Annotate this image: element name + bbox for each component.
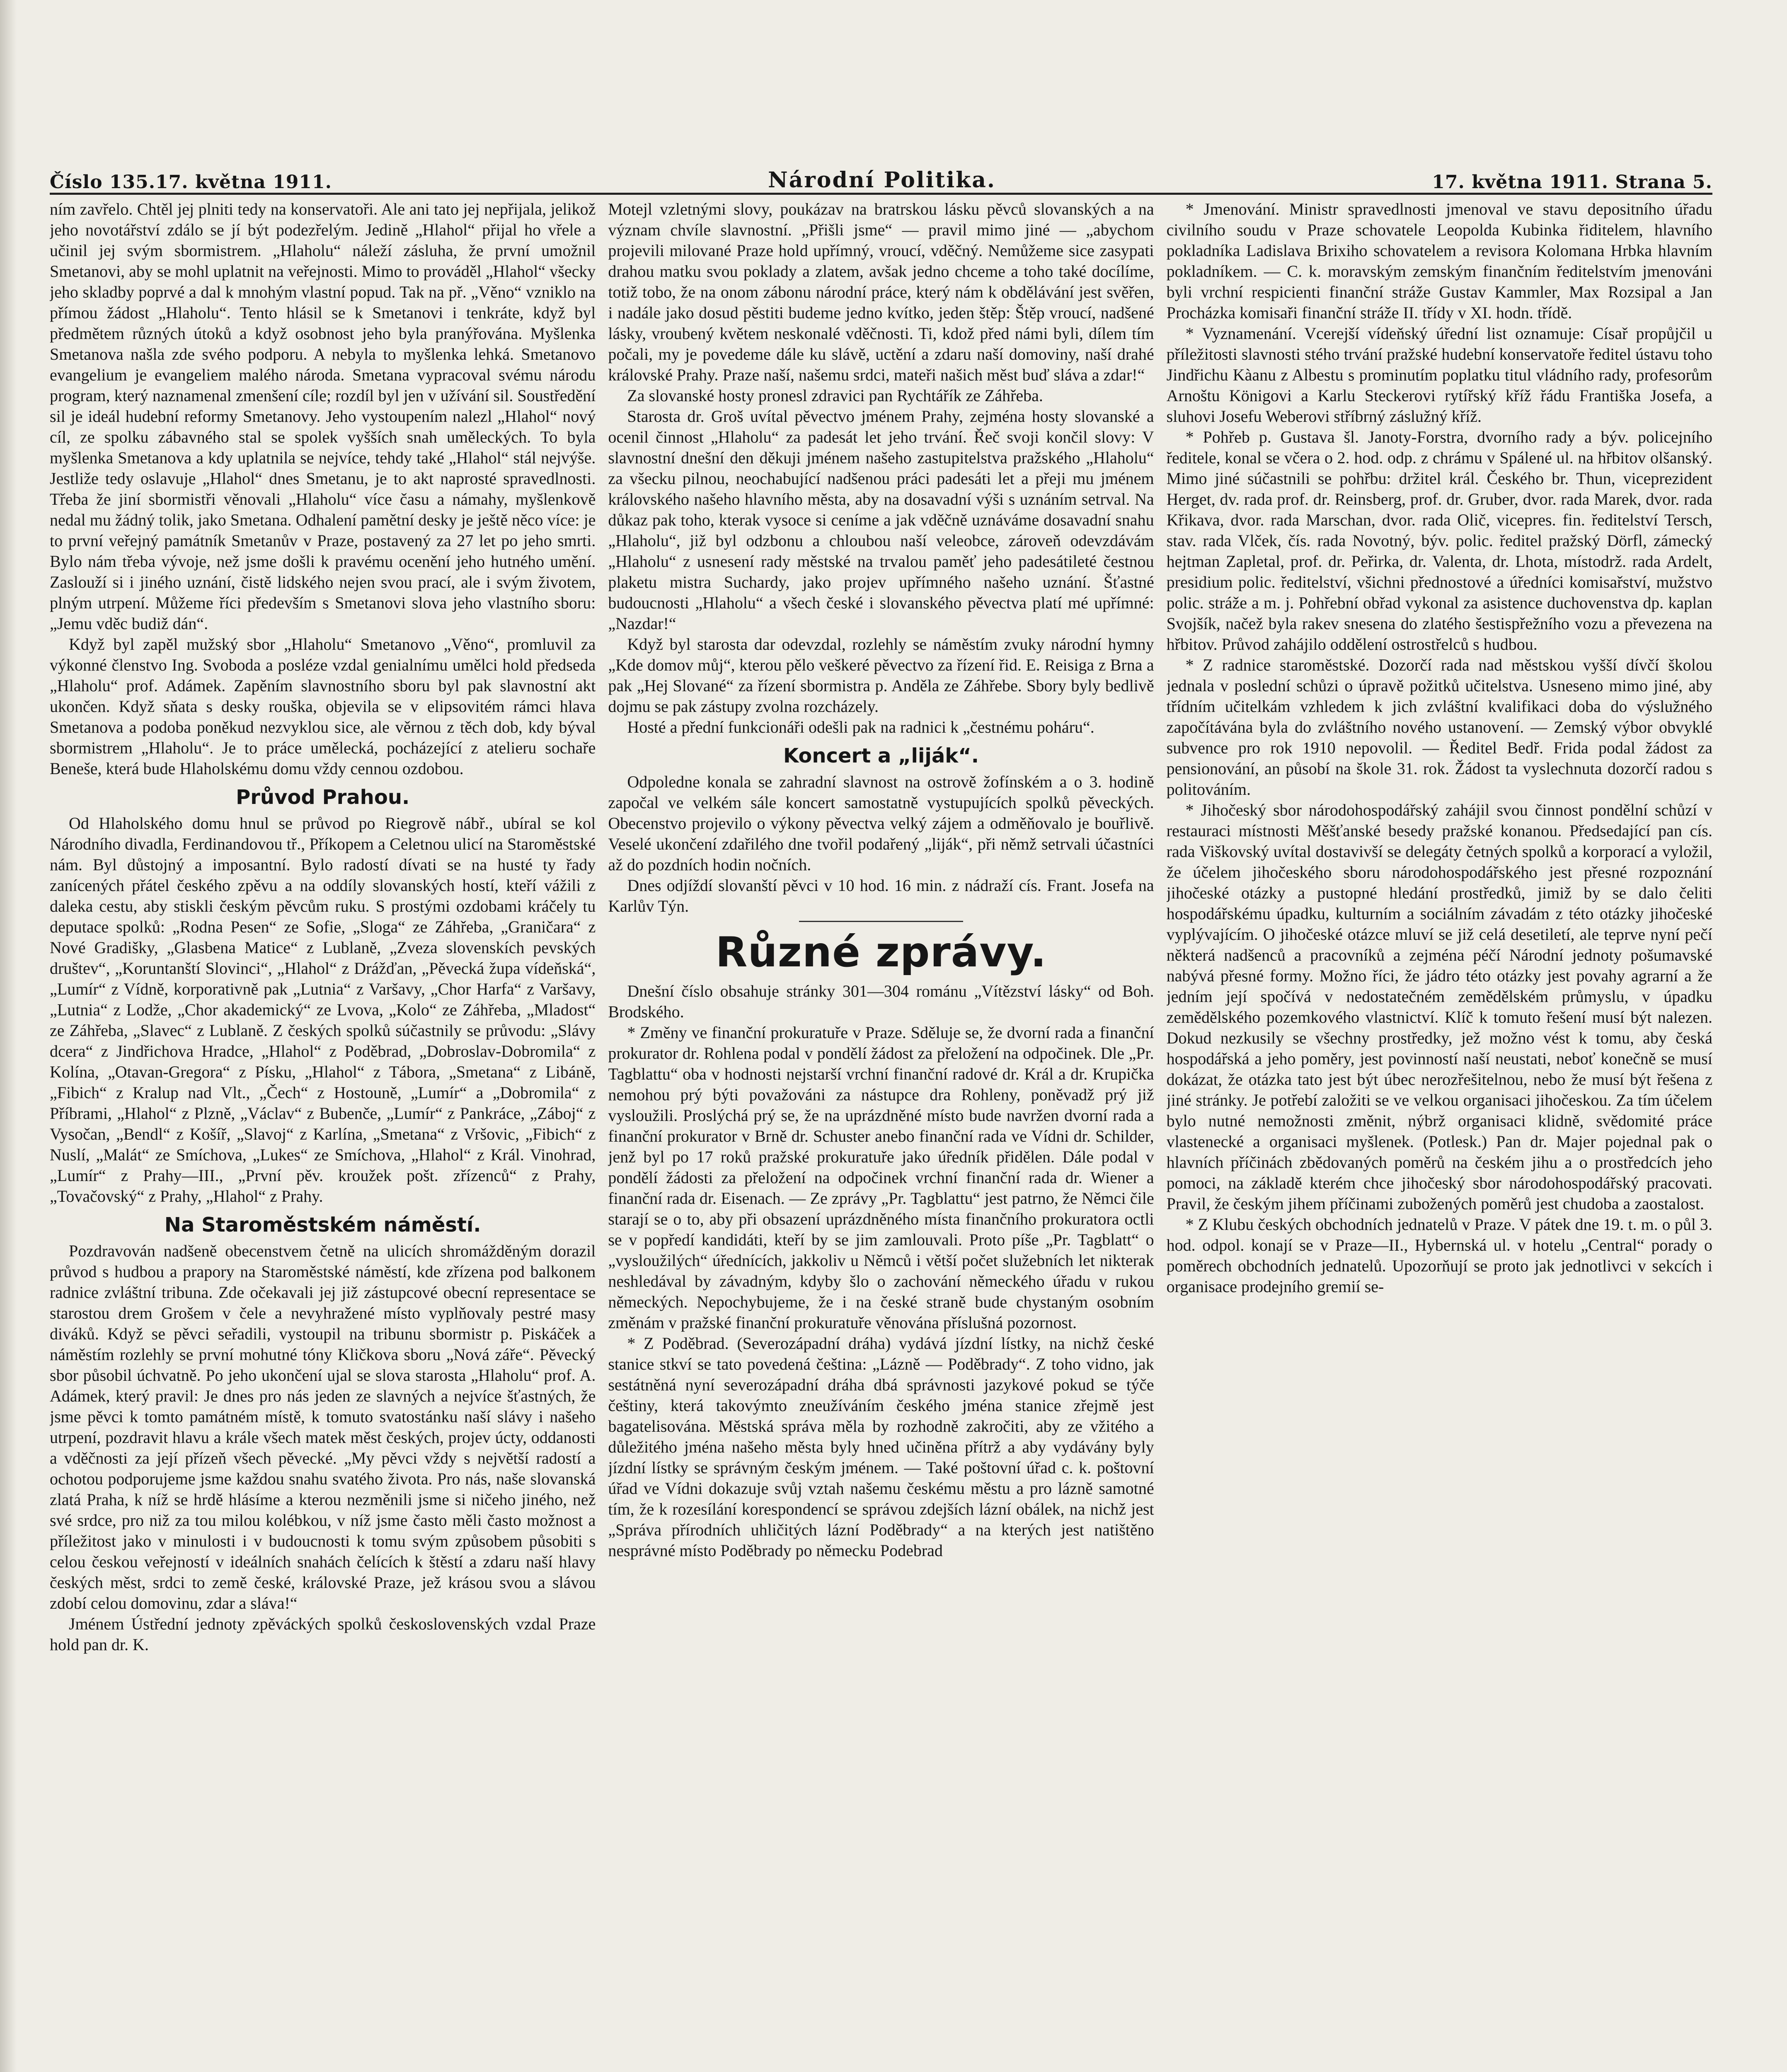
- paragraph: * Jmenování. Ministr spravedlnosti jmenoval ve stavu depositního úřadu civilního soudu v Praze schovatele Leopolda Kubinka řiditelem, hlavního pokladníka Ladislava Brixiho schovatelem a revisora Kolomana Hrbka hlavním pokladníkem. — C. k. moravským zemským finančním ředitelstvím jmenováni byli vrchní respicienti finanční stráže Gustav Kammler, Max Rozsipal a Jan Procházka komisaři finanční stráže II. třídy v XI. hodn. třídě.: [1166, 200, 1712, 322]
- paragraph: Pozdravován nadšeně obecenstvem četně na ulicích shromážděným dorazil průvod s hudbou a prapory na Staroměstské náměstí, kde zřízena pod balkonem radnice zvláštní tribuna. Zde očekavali jej již zástupcové obecní representace se starostou drem Grošem v čele a nevyhražené místo vyplňovaly pestré masy diváků. Když se pěvci seřadili, vystoupil na tribunu sbormistr p. Piskáček a náměstím rozlehly se první mohutné tóny Kličkova sboru „Nová záře“. Pěvecký sbor působil úchvatně. Po jeho ukončení ujal se slova starosta „Hlaholu“ prof. A. Adámek, který pravil: Je dnes pro nás jeden ze slavných a nejvíce šťastných, že jsme pěvci k tomto památném místě, k tomuto svatostánku naší slávy i našeho utrpení, pozdravit hlavu a krále všech matek měst českých, projev úcty, oddanosti a vděčnosti za její přízeň všech pěvecké. „My pěvci vždy s největší radostí a ochotou podporujeme jsme každou snahu svatého života. Pro nás, naše slovanská zlatá Praha, k níž se hrdě hlásíme a kterou nezměnili jsme si ničeho jiného, než své srdce, pro niž za tou milou kolébkou, v níž jsme často měli často možnost a příležitost jako v minulosti i v budoucnosti k tomu svým způsobem působiti s celou českou veřejností v ideálních snahách čelících k štěstí a zdaru naší hlavy českých měst, srdci to země české, královské Praze, jež krásou svou a slávou zdobí celou domovinu, zdar a sláva!“: [50, 1242, 596, 1612]
- page-header: [50, 164, 1712, 195]
- paragraph: * Pohřeb p. Gustava šl. Janoty-Forstra, dvorního rady a býv. policejního ředitele, konal se včera o 2. hod. odp. z chrámu v Spálené ul. na hřbitov olšanský. Mimo jiné súčastnili se pohřbu: držitel král. Českého br. Thun, viceprezident Herget, dv. rada prof. dr. Reinsberg, prof. dr. Gruber, dvor. rada Marek, dvor. rada Křikava, dvor. rada Marschan, dvor. rada Olič, vicepres. fin. ředitelství Tersch, stav. rada Vlček, čís. rada Novotný, býv. polic. ředitel pražský Dörfl, zámecký hejtman Zapletal, prof. dr. Peřirka, dr. Valenta, dr. Lhota, místodrž. rada Ardelt, presidium polic. ředitelství, všichni přednostové a úředníci komisařství, mužstvo polic. stráže a m. j. Pohřební obřad vykonal za asistence duchovenstva dp. kaplan Svojšík, načež byla rakev snesena do zlatého šestispřežního vozu a převezena na hřbitov. Průvod zahájilo oddělení ostrostřelců s hudbou.: [1166, 428, 1712, 654]
- section-heading: Koncert a „liják“.: [783, 744, 979, 767]
- section-title: Různé zprávy.: [715, 928, 1047, 976]
- column-2: [608, 199, 1154, 2072]
- article-columns: [50, 199, 1712, 2072]
- paragraph: * Z Poděbrad. (Severozápadní dráha) vydává jízdní lístky, na nichž české stanice stkví se tato povedená čeština: „Lázně — Poděbrady“. Z toho vidno, jak sestátněná nyní severozápadní dráha dbá správnosti jazykové pokud se týče češtiny, která takovýmto zneužíváním českého jména stanice zřejmě jest bagatelisována. Městská správa měla by rozhodně zakročiti, aby ze vžitého a důležitého jména našeho města byly hned učiněna přítrž a aby vydávány byly jízdní lístky se správným českým jménem. — Také poštovní úřad c. k. poštovní úřad ve Vídni dokazuje svůj vztah našemu českému městu a pro lázně samotné tím, že k rozesílání korespondencí se správou zdejších lázní obálek, na nichž jest „Správa přírodních uhličitých lázní Poděbrady“ a na kterých jest natištěno nesprávné místo Poděbrady po německu Podebrad: [608, 1334, 1154, 1560]
- divider: [799, 921, 963, 922]
- paragraph: Jménem Ústřední jednoty zpěváckých spolků československých vzdal Praze hold pan dr. K.: [50, 1615, 596, 1654]
- scan-edge-shadow: [0, 0, 17, 2072]
- paragraph: Za slovanské hosty pronesl zdravici pan Rychtářík ze Záhřeba.: [627, 386, 1043, 405]
- paragraph: * Z Klubu českých obchodních jednatelů v Praze. V pátek dne 19. t. m. o půl 3. hod. odpol. konají se v Praze—II., Hybernská ul. v hotelu „Central“ porady o poměrech obchodních jednatelů. Upozorňují se proto jak jednotlivci v sekcích i organisace prodejního gremií se-: [1166, 1215, 1712, 1296]
- paragraph: Hosté a přední funkcionáři odešli pak na radnici k „čestnému poháru“.: [627, 718, 1094, 736]
- issue-number: Číslo 135.17. května 1911.: [50, 172, 332, 193]
- paragraph: Když byl starosta dar odevzdal, rozlehly se náměstím zvuky národní hymny „Kde domov můj“, kterou pělo veškeré pěvectvo za řízení řid. E. Reisiga z Brna a pak „Hej Slované“ za řízení sbormistra p. Anděla ze Záhřebe. Sbory byly bedlivě dojmu se pak zástupy zvolna rozcházely.: [608, 635, 1154, 716]
- column-1: [50, 199, 596, 2072]
- paragraph: * Změny ve finanční prokuratuře v Praze. Sděluje se, že dvorní rada a finanční prokurator dr. Rohlena podal v pondělí žádost za přeložení na odpočinek. Dle „Pr. Tagblattu“ oba v hodnosti nejstarší vrchní finanční radové dr. Král a dr. Krupička nemohou prý býti považováni za nástupce dra Rohleny, poněvadž prý již vysloužili. Proslýchá prý se, že na uprázdněné místo bude navržen dvorní rada a finanční prokurator v Brně dr. Schuster anebo finanční rada ve Vídni dr. Schilder, jenž byl po 17 roků pražské prokuratuře jako úředník přidělen. Dále podal v pondělí žádosti za přeložení na odpočinek vrchní finanční rada dr. Wiener a finanční rada dr. Eisenach. — Ze zprávy „Pr. Tagblattu“ jest patrno, že Němci čile starají se o to, aby při obsazení uprázdněného místa finančního prokuratora octli se v popředí kandidáti, kteří by se jim zamlouvali. Proto píše „Pr. Tagblatt“ o „vysloužilých“ úřednících, jakkoliv u Němců i větší počet služebních let nikterak neshledával by závadným, kdyby šlo o zachování německého úřadu v rukou německých. Nepochybujeme, že i na české straně bude chystaným osobním změnám v pražské finanční prokuratuře věnována příslušná pozornost.: [608, 1023, 1154, 1332]
- section-heading: Na Staroměstském náměstí.: [164, 1213, 481, 1237]
- paragraph: * Z radnice staroměstské. Dozorčí rada nad městskou vyšší dívčí školou jednala v poslední schůzi o úpravě požitků učitelstva. Usneseno mimo jiné, aby třídním učitelkám vzhledem k jich zvláštní kvalifikaci doba do výslužného započítávána byla do zvláštního nového ustanovení. — Zemský výbor obvyklé subvence pro rok 1910 nepovolil. — Ředitel Bedř. Frida podal žádost za pensionování, an působí na škole 31. rok. Žádost ta vyslechnuta dozorčí radou s politováním.: [1166, 656, 1712, 799]
- paragraph: Dnešní číslo obsahuje stránky 301—304 románu „Vítězství lásky“ od Boh. Brodského.: [608, 982, 1154, 1021]
- paragraph: * Jihočeský sbor národohospodářský zahájil svou činnost pondělní schůzí v restauraci místnosti Měšťanské besedy pražské konanou. Předsedající pan cís. rada Viškovský uvítal dostavivší se delegáty četných spolků a korporací a vyložil, že účelem jihočeského sboru národohospodářského jest přesné rozpoznání jihočeské otázky a pustopné hledání prostředků, jimiž by se dalo čeliti hospodářskému úpadku, kulturním a sociálním závadám z této otázky jihočeské vyplývajícím. O jihočeské otázce mluví se již celá desetiletí, ale teprve nyní pečí některá nadšenců a pracovníků a zejména péčí Národní jednoty pošumavské nabývá přesné formy. Možno říci, že jádro této otázky jest povahy agrarní a že jedním její spočívá v nedostatečném zemědělském průmyslu, v úpadku zemědělského pozemkového vlastnictví. Klíč k tomuto řešení musí být nalezen. Dokud nezkusily se všechny prostředky, jež možno vést k tomu, aby česká hospodářská a jeho poměry, jest povinností naší neustati, neboť konečně se musí dokázat, že otázka tato jest být úbec nerozřešitelnou, nebo že musí být řešena z jiné stránky. Je potřebí založiti se ve velkou organisaci jihočeskou. Za tím účelem bylo nutné nemožnosti změnit, nýbrž organisaci klidně, svědomité práce vlastenecké a organisaci myšlenek. (Potlesk.) Pan dr. Majer pojednal pak o hlavních příčinách zbědovaných poměrů na českém jihu a o prostředcích jeho pomoci, na základě kterém chce jihočeský sbor národohospodářský pracovati. Pravil, že českým jihem příčinami zubožených poměrů jest chudoba a zaostalost.: [1166, 801, 1712, 1213]
- paragraph: Od Hlaholského domu hnul se průvod po Riegrově nábř., ubíral se kol Národního divadla, Ferdinandovou tř., Příkopem a Celetnou ulicí na Staroměstské nám. Byl důstojný a imposantní. Bylo radostí dívati se na husté ty řady zanícených přátel českého zpěvu a na oddíly slovanských hostí, kteří vážili z daleka cestu, aby stiskli českým pěvcům ruku. S prostými ozdobami kráčely tu deputace spolků: „Rodna Pesen“ ze Sofie, „Sloga“ ze Záhřeba, „Graničara“ z Nové Gradišky, „Glasbena Matice“ z Lublaně, „Zveza slovenskích pevských društev“, „Koruntanští Slovinci“, „Hlahol“ z Drážďan, „Pěvecká župa vídeňská“, „Lumír“ z Vídně, korporativně pak „Lutnia“ z Varšavy, „Chor Harfa“ z Varšavy, „Lutnia“ z Lodže, „Chor akademický“ ze Lvova, „Kolo“ ze Záhřeba, „Mladost“ ze Záhřeba, „Slavec“ z Lublaně. Z českých spolků súčastnily se průvodu: „Slávy dcera“ z Jindřichova Hradce, „Hlahol“ z Poděbrad, „Dobroslav-Dobromila“ z Kolína, „Otavan-Gregora“ z Písku, „Hlahol“ z Tábora, „Smetana“ z Libáně, „Fibich“ z Kralup nad Vlt., „Čech“ z Hostouně, „Lumír“ a „Dobromila“ z Příbrami, „Hlahol“ z Plzně, „Václav“ z Bubenče, „Lumír“ z Pankráce, „Záboj“ z Vysočan, „Bendl“ z Košíř, „Slavoj“ z Karlína, „Smetana“ z Vršovic, „Fibich“ z Nuslí, „Malát“ ze Smíchova, „Lukes“ ze Smíchova, „Hlahol“ z Král. Vinohrad, „Lumír“ z Prahy—III., „První pěv. kroužek pošt. zřízenců“ z Prahy, „Tovačovský“ z Prahy, „Hlahol“ z Prahy.: [50, 814, 596, 1205]
- paragraph: Odpoledne konala se zahradní slavnost na ostrově žofínském a o 3. hodině započal ve velkém sále koncert samostatně vystupujících spolků pěveckých. Obecenstvo projevilo o výkony pěvectva velký zájem a odměňovalo je bouřlivě. Veselé ukončení zdařilého dne tvořil podařený „liják“, při němž setrvali účastníci až do pozdních hodin nočních.: [608, 772, 1154, 874]
- column-3: [1167, 199, 1712, 2072]
- paragraph: Dnes odjíždí slovanští pěvci v 10 hod. 16 min. z nádraží cís. Frant. Josefa na Karlův Týn.: [608, 876, 1154, 915]
- paragraph: Motejl vzletnými slovy, poukázav na bratrskou lásku pěvců slovanských a na význam chvíle slavnostní. „Přišli jsme“ — pravil mimo jiné — „abychom projevili milované Praze hold upřímný, vroucí, vděčný. Nemůžeme sice zasypati drahou matku svou poklady a zlatem, avšak jedno chceme a toho také docílíme, totiž tobo, že na onom zábonu národní práce, který nám k obdělávání jest svěřen, i nadále jako dosud pěstiti budeme jedno kvítko, jeden štěp: Štěp vroucí, nadšené lásky, vroubený květem neskonalé vděčnosti. Ti, kdož před námi byli, dílem tím počali, my je povedeme dále ku slávě, uctění a zdaru naší domoviny, naší drahé královské Prahy. Praze naší, našemu srdci, mateři našich měst buď sláva a zdar!“: [608, 200, 1154, 384]
- page-number: 17. května 1911. Strana 5.: [1432, 172, 1712, 193]
- paragraph: ním zavřelo. Chtěl jej plniti tedy na konservatoři. Ale ani tato jej nepřijala, jelikož jeho novotářství zdálo se jí být podezřelým. Jedině „Hlahol“ přijal ho vřele a učinil jej svým sbormistrem. „Hlaholu“ náleží zásluha, že první umožnil Smetanovi, aby se mohl uplatnit na veřejnosti. Mimo to prováděl „Hlahol“ všecky jeho skladby poprvé a dal k mnohým vlastní popud. Tak na př. „Věno“ vzniklo na přímou žádost „Hlaholu“. Tento hlásil se k Smetanovi i tenkráte, když byl předmětem různých útoků a když osobnost jeho byla pranýřována. Myšlenka Smetanova našla zde svého podporu. A nebyla to myšlenka lehká. Smetanovo evangelium je evangeliem malého národa. Smetana vypracoval svému národu program, který naznamenal zmenšení cíle; rozdíl byl jen v užívání sil. Soustředění sil je ideál hudební reformy Smetanovy. Jeho vystoupením nalezl „Hlahol“ nový cíl, ze spolku zábavného stal se spolek vyšších snah uměleckých. To byla myšlenka Smetanova a kdy uplatnila se nejvíce, tehdy také „Hlahol“ stál nejvýše. Jestliže tedy oslavuje „Hlahol“ dnes Smetanu, je to akt naprosté spravedlnosti. Třeba že jiní sbormistři věnovali „Hlaholu“ více času a námahy, myšlenkově nedal mu žádný tolik, jako Smetana. Odhalení pamětní desky je ještě něco více: je to první veřejný památník Smetanův v Praze, postavený za 27 let po jeho smrti. Bylo nám třeba vývoje, než jsme došli k pravému ocenění jeho hutného umění. Zaslouží si i jiného uznání, čistě lidského nejen svou prací, ale i svým životem, plným utrpení. Můžeme říci především s Smetanovi slova jeho vlastního sboru: „Jemu vděc budiž dán“.: [50, 200, 596, 633]
- paragraph: * Vyznamenání. Vcerejší vídeňský úřední list oznamuje: Císař propůjčil u příležitosti slavnosti stého trvání pražské hudební konservatoře ředitel ústavu toho Jindřichu Kàanu z Albestu s prominutím poplatku titul vládního rady, profesorům Arnoštu Königovi a Karlu Steckerovi rytířský kříž řádu Františka Josefa, a sluhovi Josefu Weberovi stříbrný záslužný kříž.: [1166, 324, 1712, 426]
- masthead: Národní Politika.: [768, 167, 996, 193]
- paragraph: Starosta dr. Groš uvítal pěvectvo jménem Prahy, zejména hosty slovanské a ocenil činnost „Hlaholu“ za padesát let jeho trvání. Řeč svoji končil slovy: V slavnostní dnešní den děkuji jménem našeho zastupitelstva pražského „Hlaholu“ za všecku pilnou, neochabující nadšenou práci padesáti let a přeji mu jménem královského našeho hlavního města, aby na dosavadní výši s uznáním setrval. Na důkaz pak toho, kterak vysoce si ceníme a jak vděčně uznáváme dosavadní snahu „Hlaholu“, již byl odzbonu a chloubou naší veleobce, zároveň odevzdávám „Hlaholu“ z usnesení rady městské na trvalou paměť jeho padesátileté čestnou plaketu mistra Suchardy, jako projev upřímného našeho uznání. Šťastné budoucnosti „Hlaholu“ a všech české i slovanského pěvectva platí mé upřímné: „Nazdar!“: [608, 407, 1154, 633]
- paragraph: Když byl zapěl mužský sbor „Hlaholu“ Smetanovo „Věno“, promluvil za výkonné členstvo Ing. Svoboda a posléze vzdal genialnímu umělci hold předseda „Hlaholu“ prof. Adámek. Zapěním slavnostního sboru byl pak slavnostní akt ukončen. Když sňata s desky rouška, objevila se v elipsovitém rámci hlava Smetanova a podoba poněkud nezvyklou sice, ale věrnou z těch dob, kdy býval sbormistrem „Hlaholu“. Je to práce umělecká, pocházející z atelieru sochaře Beneše, která bude Hlaholskému domu vždy cennou ozdobou.: [50, 635, 596, 778]
- section-heading: Průvod Prahou.: [236, 786, 410, 809]
